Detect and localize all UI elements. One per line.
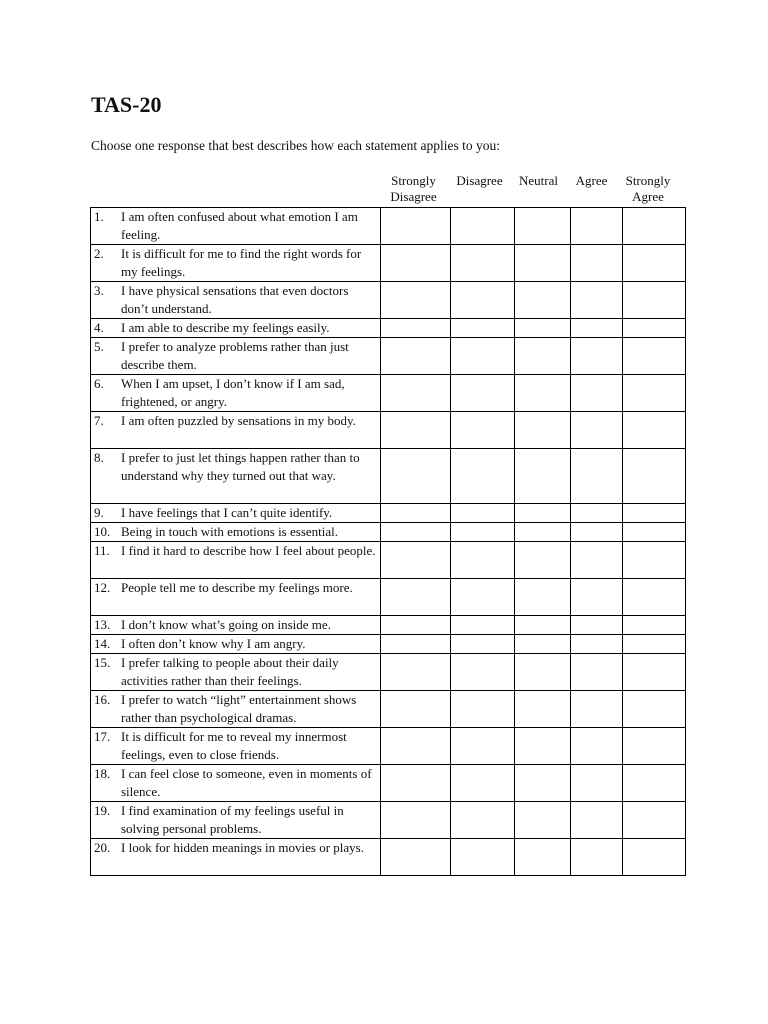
response-cell-strongly-disagree[interactable] <box>381 504 451 523</box>
response-cell-strongly-disagree[interactable] <box>381 449 451 504</box>
question-row <box>91 375 686 412</box>
response-cell-strongly-agree[interactable] <box>623 412 686 449</box>
item-statement: I prefer talking to people about their daily activities rather than their feelings. <box>121 655 339 688</box>
statement-cell <box>91 691 381 728</box>
question-row <box>91 449 686 504</box>
item-number: 4. <box>94 320 104 335</box>
response-cell-disagree[interactable] <box>451 635 515 654</box>
page-title: TAS-20 <box>91 92 162 117</box>
item-statement: I am able to describe my feelings easily. <box>121 320 330 335</box>
question-row <box>91 839 686 876</box>
item-statement: I find examination of my feelings useful in solving personal problems. <box>121 803 344 836</box>
questionnaire-table <box>90 207 686 876</box>
response-cell-disagree[interactable] <box>451 504 515 523</box>
response-cell-strongly-agree[interactable] <box>623 691 686 728</box>
response-cell-neutral[interactable] <box>515 375 571 412</box>
item-statement: I am often puzzled by sensations in my body. <box>121 413 356 428</box>
response-cell-disagree[interactable] <box>451 616 515 635</box>
response-cell-neutral[interactable] <box>515 654 571 691</box>
response-cell-strongly-disagree[interactable] <box>381 765 451 802</box>
question-row <box>91 282 686 319</box>
response-cell-strongly-disagree[interactable] <box>381 616 451 635</box>
response-cell-neutral[interactable] <box>515 245 571 282</box>
header-strongly-agree: Strongly Agree <box>625 173 671 204</box>
statement-cell <box>91 579 381 616</box>
question-row <box>91 616 686 635</box>
question-row <box>91 765 686 802</box>
response-cell-neutral[interactable] <box>515 449 571 504</box>
response-cell-disagree[interactable] <box>451 728 515 765</box>
question-row <box>91 691 686 728</box>
item-statement: I can feel close to someone, even in moments of silence. <box>121 766 372 799</box>
question-row <box>91 542 686 579</box>
instructions: Choose one response that best describes how each statement applies to you: <box>91 138 501 153</box>
item-number: 19. <box>94 803 111 818</box>
response-cell-neutral[interactable] <box>515 635 571 654</box>
response-cell-disagree[interactable] <box>451 319 515 338</box>
response-cell-strongly-disagree[interactable] <box>381 579 451 616</box>
response-cell-strongly-disagree[interactable] <box>381 208 451 245</box>
question-row <box>91 208 686 245</box>
question-row <box>91 412 686 449</box>
response-cell-agree[interactable] <box>571 728 623 765</box>
response-cell-strongly-agree[interactable] <box>623 375 686 412</box>
statement-cell <box>91 319 381 338</box>
statement-cell <box>91 245 381 282</box>
response-cell-disagree[interactable] <box>451 579 515 616</box>
question-row <box>91 802 686 839</box>
response-cell-strongly-disagree[interactable] <box>381 319 451 338</box>
statement-cell <box>91 338 381 375</box>
response-cell-neutral[interactable] <box>515 319 571 338</box>
response-cell-strongly-agree[interactable] <box>623 839 686 876</box>
response-cell-agree[interactable] <box>571 504 623 523</box>
response-cell-strongly-agree[interactable] <box>623 208 686 245</box>
item-number: 5. <box>94 339 104 354</box>
question-row <box>91 523 686 542</box>
item-number: 10. <box>94 524 111 539</box>
statement-cell <box>91 635 381 654</box>
column-headers <box>379 173 679 205</box>
response-cell-strongly-disagree[interactable] <box>381 635 451 654</box>
response-cell-disagree[interactable] <box>451 245 515 282</box>
statement-cell <box>91 839 381 876</box>
response-cell-strongly-disagree[interactable] <box>381 245 451 282</box>
response-cell-agree[interactable] <box>571 208 623 245</box>
response-cell-strongly-disagree[interactable] <box>381 375 451 412</box>
statement-cell <box>91 616 381 635</box>
response-cell-disagree[interactable] <box>451 654 515 691</box>
response-cell-strongly-agree[interactable] <box>623 542 686 579</box>
response-cell-agree[interactable] <box>571 635 623 654</box>
statement-cell <box>91 654 381 691</box>
response-cell-strongly-agree[interactable] <box>623 635 686 654</box>
response-cell-disagree[interactable] <box>451 449 515 504</box>
response-cell-neutral[interactable] <box>515 338 571 375</box>
statement-cell <box>91 542 381 579</box>
response-cell-agree[interactable] <box>571 542 623 579</box>
response-cell-agree[interactable] <box>571 579 623 616</box>
item-number: 16. <box>94 692 111 707</box>
response-cell-agree[interactable] <box>571 616 623 635</box>
item-statement: I prefer to watch “light” entertainment shows rather than psychological dramas. <box>121 692 357 725</box>
response-cell-strongly-agree[interactable] <box>623 245 686 282</box>
item-number: 7. <box>94 413 104 428</box>
question-row <box>91 319 686 338</box>
response-cell-disagree[interactable] <box>451 375 515 412</box>
response-cell-neutral[interactable] <box>515 691 571 728</box>
statement-cell <box>91 412 381 449</box>
question-row <box>91 728 686 765</box>
response-cell-strongly-disagree[interactable] <box>381 654 451 691</box>
statement-cell <box>91 802 381 839</box>
response-cell-neutral[interactable] <box>515 412 571 449</box>
statement-cell <box>91 208 381 245</box>
response-cell-strongly-agree[interactable] <box>623 654 686 691</box>
item-number: 1. <box>94 209 104 224</box>
item-statement: I prefer to analyze problems rather than just describe them. <box>121 339 349 372</box>
item-statement: It is difficult for me to reveal my innermost feelings, even to close friends. <box>121 729 347 762</box>
question-row <box>91 654 686 691</box>
statement-cell <box>91 504 381 523</box>
response-cell-strongly-disagree[interactable] <box>381 412 451 449</box>
question-row <box>91 635 686 654</box>
statement-cell <box>91 375 381 412</box>
response-cell-agree[interactable] <box>571 338 623 375</box>
response-cell-strongly-disagree[interactable] <box>381 338 451 375</box>
statement-cell <box>91 449 381 504</box>
question-row <box>91 245 686 282</box>
response-cell-neutral[interactable] <box>515 208 571 245</box>
response-cell-neutral[interactable] <box>515 504 571 523</box>
item-number: 8. <box>94 450 104 465</box>
item-statement: I often don’t know why I am angry. <box>121 636 306 651</box>
response-cell-strongly-agree[interactable] <box>623 728 686 765</box>
response-cell-agree[interactable] <box>571 319 623 338</box>
response-cell-neutral[interactable] <box>515 765 571 802</box>
response-cell-disagree[interactable] <box>451 765 515 802</box>
item-statement: It is difficult for me to find the right words for my feelings. <box>121 246 362 279</box>
response-cell-strongly-agree[interactable] <box>623 504 686 523</box>
response-cell-strongly-agree[interactable] <box>623 765 686 802</box>
item-statement: I am often confused about what emotion I am feeling. <box>121 209 358 242</box>
response-cell-neutral[interactable] <box>515 616 571 635</box>
response-cell-agree[interactable] <box>571 245 623 282</box>
response-cell-strongly-disagree[interactable] <box>381 839 451 876</box>
item-number: 9. <box>94 505 104 520</box>
response-cell-neutral[interactable] <box>515 282 571 319</box>
response-cell-disagree[interactable] <box>451 208 515 245</box>
item-number: 13. <box>94 617 111 632</box>
header-strongly-disagree: Strongly Disagree <box>390 173 437 204</box>
response-cell-strongly-agree[interactable] <box>623 338 686 375</box>
response-cell-agree[interactable] <box>571 691 623 728</box>
response-cell-disagree[interactable] <box>451 839 515 876</box>
header-disagree: Disagree <box>456 173 503 188</box>
item-number: 3. <box>94 283 104 298</box>
question-row <box>91 579 686 616</box>
item-number: 17. <box>94 729 111 744</box>
response-cell-strongly-agree[interactable] <box>623 282 686 319</box>
response-cell-agree[interactable] <box>571 654 623 691</box>
response-cell-disagree[interactable] <box>451 542 515 579</box>
response-cell-agree[interactable] <box>571 765 623 802</box>
response-cell-strongly-agree[interactable] <box>623 319 686 338</box>
response-cell-disagree[interactable] <box>451 523 515 542</box>
statement-cell <box>91 765 381 802</box>
header-neutral: Neutral <box>519 173 558 188</box>
response-cell-strongly-disagree[interactable] <box>381 542 451 579</box>
response-cell-strongly-agree[interactable] <box>623 579 686 616</box>
item-statement: I find it hard to describe how I feel about people. <box>121 543 376 558</box>
item-statement: I have physical sensations that even doctors don’t understand. <box>121 283 349 316</box>
item-number: 2. <box>94 246 104 261</box>
response-cell-strongly-agree[interactable] <box>623 449 686 504</box>
header-agree: Agree <box>575 173 608 188</box>
response-cell-agree[interactable] <box>571 412 623 449</box>
response-cell-neutral[interactable] <box>515 579 571 616</box>
item-statement: I prefer to just let things happen rather than to understand why they turned out that way. <box>121 450 360 483</box>
item-statement: I look for hidden meanings in movies or plays. <box>121 840 364 855</box>
response-cell-agree[interactable] <box>571 839 623 876</box>
response-cell-neutral[interactable] <box>515 542 571 579</box>
statement-cell <box>91 523 381 542</box>
item-number: 15. <box>94 655 111 670</box>
response-cell-neutral[interactable] <box>515 839 571 876</box>
item-statement: I have feelings that I can’t quite identify. <box>121 505 333 520</box>
response-cell-strongly-agree[interactable] <box>623 523 686 542</box>
item-statement: Being in touch with emotions is essential. <box>121 524 339 539</box>
item-statement: When I am upset, I don’t know if I am sad, frightened, or angry. <box>121 376 345 409</box>
item-number: 18. <box>94 766 111 781</box>
item-number: 11. <box>94 543 110 558</box>
item-number: 20. <box>94 840 111 855</box>
response-cell-disagree[interactable] <box>451 691 515 728</box>
statement-cell <box>91 728 381 765</box>
response-cell-strongly-disagree[interactable] <box>381 282 451 319</box>
response-cell-neutral[interactable] <box>515 728 571 765</box>
item-number: 14. <box>94 636 111 651</box>
response-cell-strongly-agree[interactable] <box>623 616 686 635</box>
item-number: 6. <box>94 376 104 391</box>
response-cell-disagree[interactable] <box>451 282 515 319</box>
response-cell-agree[interactable] <box>571 523 623 542</box>
response-cell-agree[interactable] <box>571 449 623 504</box>
response-cell-strongly-disagree[interactable] <box>381 523 451 542</box>
response-cell-disagree[interactable] <box>451 338 515 375</box>
question-row <box>91 338 686 375</box>
response-cell-disagree[interactable] <box>451 802 515 839</box>
response-cell-strongly-disagree[interactable] <box>381 728 451 765</box>
statement-cell <box>91 282 381 319</box>
item-number: 12. <box>94 580 111 595</box>
response-cell-agree[interactable] <box>571 375 623 412</box>
response-cell-strongly-disagree[interactable] <box>381 802 451 839</box>
response-cell-strongly-agree[interactable] <box>623 802 686 839</box>
item-statement: I don’t know what’s going on inside me. <box>121 617 331 632</box>
response-cell-strongly-disagree[interactable] <box>381 691 451 728</box>
question-row <box>91 504 686 523</box>
response-cell-agree[interactable] <box>571 802 623 839</box>
item-statement: People tell me to describe my feelings more. <box>121 580 353 595</box>
response-cell-neutral[interactable] <box>515 802 571 839</box>
response-cell-neutral[interactable] <box>515 523 571 542</box>
response-cell-disagree[interactable] <box>451 412 515 449</box>
response-cell-agree[interactable] <box>571 282 623 319</box>
